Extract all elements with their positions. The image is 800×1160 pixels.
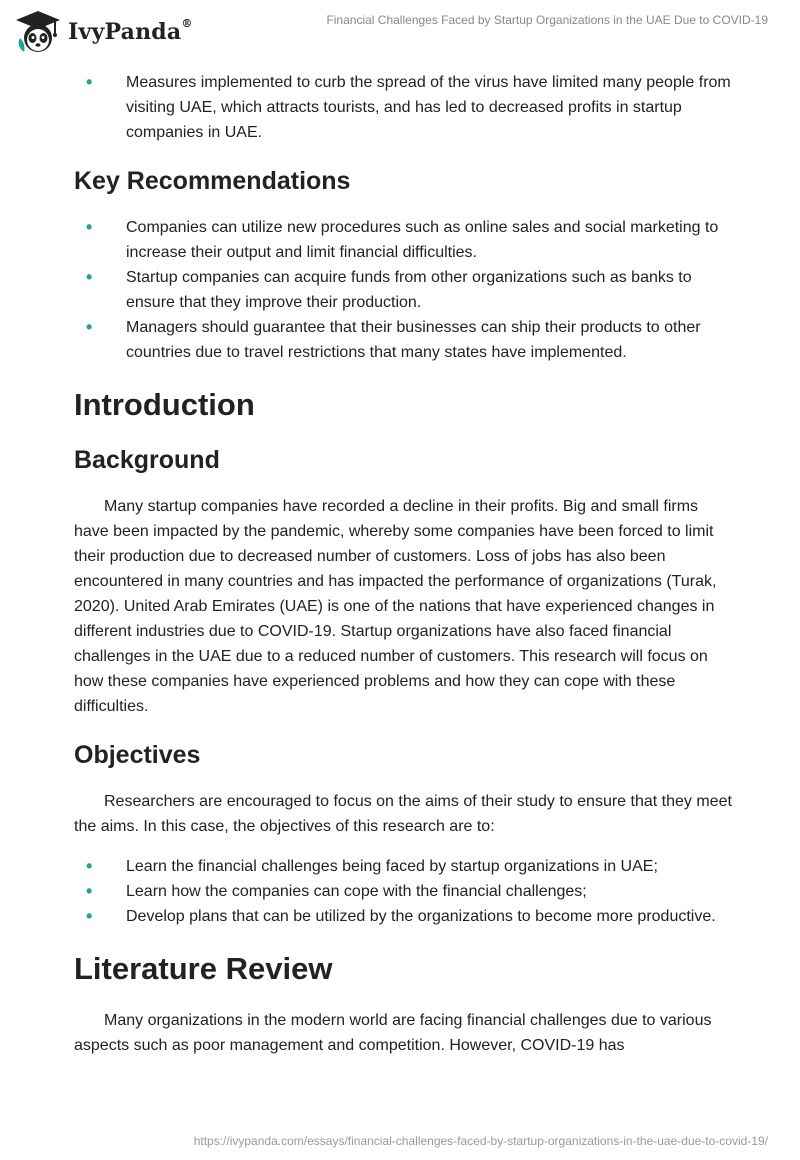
intro-bullet-list	[74, 70, 734, 145]
bullet-icon: •	[86, 856, 93, 876]
bullet-icon: •	[86, 317, 93, 337]
introduction-heading: Introduction	[74, 387, 255, 422]
bullet-icon: •	[86, 267, 93, 287]
bullet-icon: •	[86, 881, 93, 901]
literature-review-paragraph: Many organizations in the modern world are facing financial challenges due to various aspects such as poor management and competition. However, COVID-19 has	[74, 1012, 712, 1054]
bullet-icon: •	[86, 72, 93, 92]
source-url[interactable]: https://ivypanda.com/essays/financial-challenges-faced-by-startup-organizations-in-the-uae-due-to-covid-19/	[193, 1134, 768, 1148]
brand-name: IvyPanda®	[68, 17, 193, 45]
recommendations-list	[74, 215, 734, 365]
background-paragraph: Many startup companies have recorded a decline in their profits. Big and small firms have been impacted by the pandemic, whereby some companies have been forced to limit their production due to decreased number of customers. Loss of jobs has also been encountered in many countries and has impacted the performance of organizations (Turak, 2020). United Arab Emirates (UAE) is one of the nations that have experienced changes in different industries due to COVID-19. Startup organizations have also faced financial challenges in the UAE due to a reduced number of customers. This research will focus on how these companies have experienced problems and how they can cope with these difficulties.	[74, 498, 717, 715]
list-item: • Learn the financial challenges being faced by startup organizations in UAE;	[74, 854, 734, 879]
objectives-paragraph: Researchers are encouraged to focus on the aims of their study to ensure that they meet the aims. In this case, the objectives of this research are to:	[74, 793, 732, 835]
document-title: Financial Challenges Faced by Startup Organizations in the UAE Due to COVID-19	[326, 13, 768, 27]
background-heading: Background	[74, 446, 220, 474]
bullet-icon: •	[86, 906, 93, 926]
list-item: • Learn how the companies can cope with the financial challenges;	[74, 879, 734, 904]
objectives-list	[74, 854, 734, 929]
literature-review-heading: Literature Review	[74, 951, 333, 986]
bullet-icon: •	[86, 217, 93, 237]
panda-graduate-icon	[14, 8, 62, 56]
list-item: • Startup companies can acquire funds from other organizations such as banks to ensure that they improve their production.	[86, 267, 692, 311]
list-item: • Develop plans that can be utilized by the organizations to become more productive.	[74, 904, 734, 929]
objectives-heading: Objectives	[74, 741, 201, 769]
essay-content	[74, 70, 734, 1058]
key-recommendations-heading: Key Recommendations	[74, 167, 351, 195]
ivypanda-logo[interactable]	[14, 8, 193, 56]
list-item: • Measures implemented to curb the spread of the virus have limited many people from visiting UAE, which attracts tourists, and has led to decreased profits in startup companies in UAE.	[86, 72, 731, 141]
page-header	[0, 0, 800, 60]
list-item: • Companies can utilize new procedures such as online sales and social marketing to increase their output and limit financial difficulties.	[86, 217, 719, 261]
list-item: • Managers should guarantee that their businesses can ship their products to other countries due to travel restrictions that many states have implemented.	[86, 317, 701, 361]
